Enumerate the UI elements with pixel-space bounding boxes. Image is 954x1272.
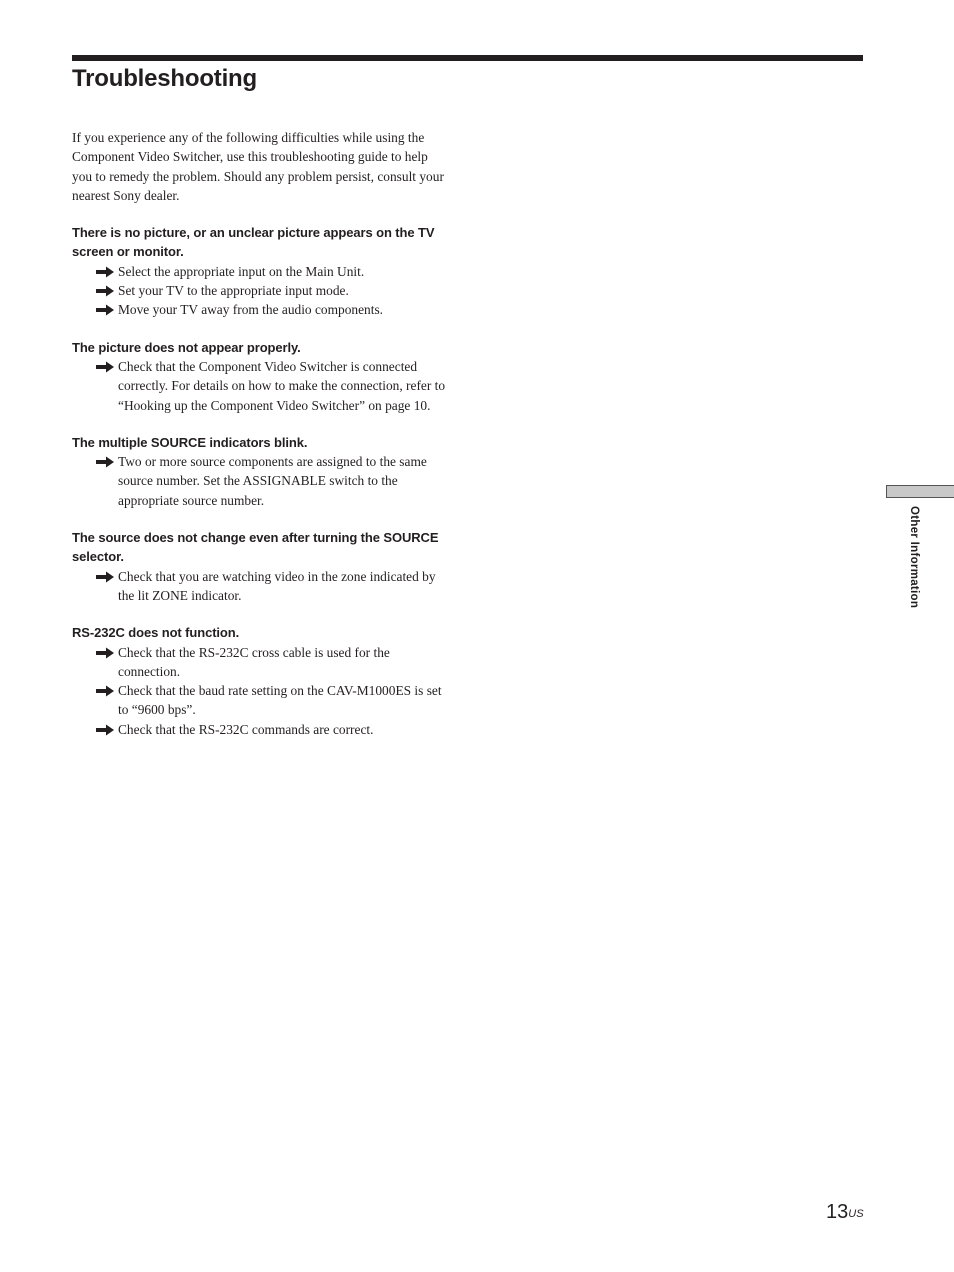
issue-heading: The source does not change even after turning the SOURCE selector. [72, 530, 439, 565]
right-arrow-icon [95, 266, 115, 278]
page-number [826, 1198, 864, 1226]
issue-block [72, 528, 448, 605]
issue-block [72, 623, 448, 739]
issue-block [72, 338, 448, 415]
remedy-text: Check that the RS-232C cross cable is used for the connection. [118, 644, 390, 679]
remedy-text: Check that the Component Video Switcher is connected correctly. For details on how to make the connection, refer to “Hooking up the Component Video Switcher” on page 10. [118, 358, 446, 413]
remedy-item [72, 643, 448, 682]
remedy-item [72, 567, 448, 606]
remedy-text: Set your TV to the appropriate input mode. [118, 283, 349, 299]
page-title: Troubleshooting [72, 65, 257, 92]
section-tab [886, 485, 954, 498]
remedy-item [72, 452, 448, 510]
remedy-text: Two or more source components are assigned to the same source number. Set the ASSIGNABLE switch to the appropriate source number. [118, 454, 427, 508]
issue-heading: The multiple SOURCE indicators blink. [72, 434, 308, 450]
right-arrow-icon [95, 571, 115, 583]
issue-heading: There is no picture, or an unclear picture appears on the TV screen or monitor. [72, 225, 435, 260]
remedy-item [72, 262, 448, 281]
remedy-item [72, 681, 448, 720]
right-arrow-icon [95, 685, 115, 697]
issue-heading: The picture does not appear properly. [72, 339, 301, 355]
remedy-item [72, 357, 448, 415]
issue-heading: RS-232C does not function. [72, 625, 240, 641]
right-arrow-icon [95, 304, 115, 316]
right-arrow-icon [95, 361, 115, 373]
right-arrow-icon [95, 285, 115, 297]
remedy-item [72, 300, 448, 319]
remedy-item [72, 720, 448, 739]
right-arrow-icon [95, 456, 115, 468]
right-arrow-icon [95, 724, 115, 736]
intro-paragraph: If you experience any of the following difficulties while using the Component Video Switcher, use this troubleshooting guide to help you to remedy the problem. Should any problem persist, consult your nearest Sony dealer. [72, 130, 444, 203]
title-rule [72, 55, 863, 61]
troubleshooting-content [72, 128, 448, 739]
remedy-item [72, 281, 448, 300]
remedy-text: Move your TV away from the audio components. [118, 302, 384, 318]
remedy-text: Select the appropriate input on the Main Unit. [118, 263, 365, 279]
issue-block [72, 433, 448, 510]
section-tab-label: Other Information [908, 506, 920, 609]
right-arrow-icon [95, 647, 115, 659]
remedy-text: Check that the baud rate setting on the CAV-M1000ES is set to “9600 bps”. [118, 683, 442, 718]
page-number-value: 13 [826, 1201, 849, 1223]
page-number-suffix: US [848, 1208, 864, 1220]
issue-block [72, 223, 448, 319]
remedy-text: Check that you are watching video in the zone indicated by the lit ZONE indicator. [118, 568, 436, 603]
issue-list [72, 223, 448, 739]
remedy-text: Check that the RS-232C commands are correct. [118, 721, 374, 737]
